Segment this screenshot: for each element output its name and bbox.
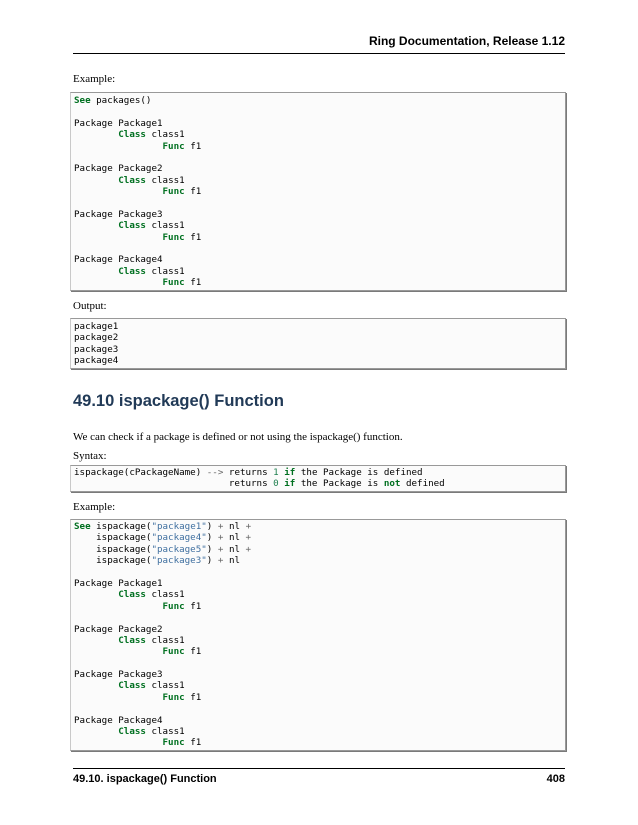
example-label: Example: bbox=[73, 73, 116, 85]
code-text: defined bbox=[400, 478, 445, 490]
code-keyword: if bbox=[284, 478, 296, 490]
code-text: Package Package4 bbox=[74, 714, 163, 726]
code-text: + bbox=[217, 521, 224, 532]
code-line bbox=[71, 152, 565, 163]
code-text: f1 bbox=[184, 231, 202, 243]
code-line bbox=[71, 129, 565, 140]
code-keyword: Func bbox=[162, 186, 185, 198]
syntax-label: Syntax: bbox=[73, 450, 107, 462]
code-text: class1 bbox=[145, 680, 185, 692]
code-line bbox=[71, 715, 565, 726]
header-divider bbox=[73, 53, 565, 54]
code-block-output bbox=[70, 318, 566, 369]
code-text: Package Package3 bbox=[74, 669, 163, 681]
code-text bbox=[74, 646, 163, 657]
code-text bbox=[74, 186, 163, 197]
code-text: ispackage( bbox=[74, 532, 152, 544]
code-text: class1 bbox=[145, 589, 185, 601]
code-line bbox=[71, 578, 565, 589]
code-text: nl bbox=[223, 555, 241, 567]
code-text: + bbox=[217, 555, 224, 567]
code-line bbox=[71, 106, 565, 117]
code-text: ispackage( bbox=[74, 555, 152, 567]
code-text bbox=[74, 635, 118, 646]
code-string: "package1" bbox=[151, 521, 207, 532]
code-text: f1 bbox=[184, 691, 202, 703]
code-text: f1 bbox=[184, 140, 202, 152]
code-text: the Package is defined bbox=[295, 467, 423, 478]
code-text bbox=[74, 601, 163, 612]
code-text: class1 bbox=[145, 634, 185, 646]
code-text: returns bbox=[223, 467, 274, 478]
code-text: nl bbox=[223, 532, 246, 544]
code-block-example-1 bbox=[70, 92, 566, 291]
code-text: the Package is bbox=[295, 478, 384, 490]
code-text: ispackage(cPackageName) bbox=[74, 467, 207, 478]
code-text bbox=[74, 175, 118, 186]
code-line bbox=[71, 141, 565, 152]
code-text: class1 bbox=[145, 174, 185, 186]
code-keyword: Class bbox=[118, 589, 146, 601]
code-line bbox=[71, 635, 565, 646]
code-line bbox=[71, 344, 565, 355]
code-string: "package3" bbox=[151, 555, 207, 567]
code-text: f1 bbox=[184, 277, 202, 289]
code-keyword: Class bbox=[118, 680, 146, 692]
code-line bbox=[71, 254, 565, 265]
code-text bbox=[74, 141, 163, 152]
code-text: nl bbox=[223, 521, 246, 532]
code-line bbox=[71, 669, 565, 680]
code-text: Package Package2 bbox=[74, 163, 163, 175]
code-text: ispackage( bbox=[90, 521, 152, 532]
code-line bbox=[71, 726, 565, 737]
code-text: ) bbox=[206, 555, 218, 567]
code-keyword: Class bbox=[118, 220, 146, 232]
code-line bbox=[71, 467, 565, 478]
code-line bbox=[71, 555, 565, 566]
code-line bbox=[71, 243, 565, 254]
code-line bbox=[71, 220, 565, 231]
code-text: + bbox=[245, 532, 252, 544]
code-line bbox=[71, 186, 565, 197]
output-label: Output: bbox=[73, 300, 107, 312]
code-line bbox=[71, 692, 565, 703]
code-line bbox=[71, 601, 565, 612]
code-text bbox=[74, 129, 118, 140]
code-text: Package Package2 bbox=[74, 623, 163, 635]
code-text bbox=[74, 232, 163, 243]
code-line bbox=[71, 209, 565, 220]
code-line bbox=[71, 544, 565, 555]
code-string: "package4" bbox=[151, 532, 207, 544]
code-line bbox=[71, 277, 565, 288]
footer-divider bbox=[73, 768, 565, 769]
code-text: ispackage( bbox=[74, 543, 152, 555]
page-number: 408 bbox=[546, 773, 565, 785]
code-keyword: Func bbox=[162, 140, 185, 152]
code-line bbox=[71, 198, 565, 209]
code-text: + bbox=[217, 532, 224, 544]
section-paragraph: We can check if a package is defined or not using the ispackage() function. bbox=[73, 431, 403, 443]
code-text: f1 bbox=[184, 646, 202, 658]
code-text: f1 bbox=[184, 737, 202, 749]
code-text: returns bbox=[74, 478, 274, 490]
code-line bbox=[71, 737, 565, 748]
code-line bbox=[71, 321, 565, 332]
code-text bbox=[74, 692, 163, 703]
code-text: 1 bbox=[273, 467, 279, 478]
code-text: Package Package4 bbox=[74, 254, 163, 266]
code-keyword: Class bbox=[118, 726, 146, 738]
code-keyword: Func bbox=[162, 737, 185, 749]
code-line bbox=[71, 95, 565, 106]
code-text bbox=[74, 680, 118, 691]
code-line bbox=[71, 589, 565, 600]
code-line bbox=[71, 163, 565, 174]
code-line bbox=[71, 680, 565, 691]
code-line bbox=[71, 266, 565, 277]
code-text bbox=[74, 726, 118, 737]
code-text: + bbox=[217, 543, 224, 555]
code-text: class1 bbox=[145, 726, 185, 738]
code-keyword: not bbox=[383, 478, 401, 490]
code-text bbox=[74, 220, 118, 231]
code-text: ) bbox=[206, 521, 218, 532]
code-text: package2 bbox=[74, 332, 119, 344]
code-text: class1 bbox=[145, 265, 185, 277]
code-text: f1 bbox=[184, 600, 202, 612]
code-text: --> bbox=[206, 467, 224, 478]
running-header: Ring Documentation, Release 1.12 bbox=[368, 34, 565, 48]
code-text: nl bbox=[223, 543, 246, 555]
code-line bbox=[71, 521, 565, 532]
code-keyword: Func bbox=[162, 600, 185, 612]
code-line bbox=[71, 658, 565, 669]
code-keyword: Class bbox=[118, 265, 146, 277]
code-text: package3 bbox=[74, 343, 119, 355]
footer-section: 49.10. ispackage() Function bbox=[73, 773, 217, 785]
code-keyword: Func bbox=[162, 691, 185, 703]
code-text: Package Package1 bbox=[74, 117, 163, 129]
code-keyword: Class bbox=[118, 174, 146, 186]
code-text bbox=[74, 277, 163, 288]
code-text: Package Package1 bbox=[74, 577, 163, 589]
code-line bbox=[71, 567, 565, 578]
code-keyword: See bbox=[74, 95, 91, 106]
code-text: packages() bbox=[90, 95, 152, 106]
code-text: 0 bbox=[273, 478, 279, 490]
code-keyword: Func bbox=[162, 277, 185, 289]
code-keyword: See bbox=[74, 521, 91, 532]
code-line bbox=[71, 332, 565, 343]
code-block-syntax bbox=[70, 465, 566, 492]
code-text: ) bbox=[206, 532, 218, 544]
code-line bbox=[71, 478, 565, 489]
code-line bbox=[71, 532, 565, 543]
code-text bbox=[74, 737, 163, 748]
code-line bbox=[71, 703, 565, 714]
code-text: f1 bbox=[184, 186, 202, 198]
code-line bbox=[71, 355, 565, 366]
code-keyword: if bbox=[284, 467, 296, 478]
code-text: + bbox=[245, 543, 252, 555]
code-keyword: Class bbox=[118, 129, 146, 141]
code-string: "package5" bbox=[151, 543, 207, 555]
section-heading: 49.10 ispackage() Function bbox=[73, 392, 284, 410]
code-line bbox=[71, 624, 565, 635]
code-text: ) bbox=[206, 543, 218, 555]
code-text bbox=[74, 589, 118, 600]
code-line bbox=[71, 612, 565, 623]
code-text: package4 bbox=[74, 355, 119, 367]
code-line bbox=[71, 232, 565, 243]
code-line bbox=[71, 175, 565, 186]
code-text: + bbox=[245, 521, 252, 532]
code-line bbox=[71, 118, 565, 129]
example-label-2: Example: bbox=[73, 501, 116, 513]
code-keyword: Class bbox=[118, 634, 146, 646]
code-block-example-2 bbox=[70, 519, 566, 751]
code-keyword: Func bbox=[162, 646, 185, 658]
code-text: class1 bbox=[145, 129, 185, 141]
code-text: class1 bbox=[145, 220, 185, 232]
code-line bbox=[71, 646, 565, 657]
code-text: Package Package3 bbox=[74, 208, 163, 220]
code-keyword: Func bbox=[162, 231, 185, 243]
code-text: package1 bbox=[74, 321, 119, 332]
code-text bbox=[74, 266, 118, 277]
